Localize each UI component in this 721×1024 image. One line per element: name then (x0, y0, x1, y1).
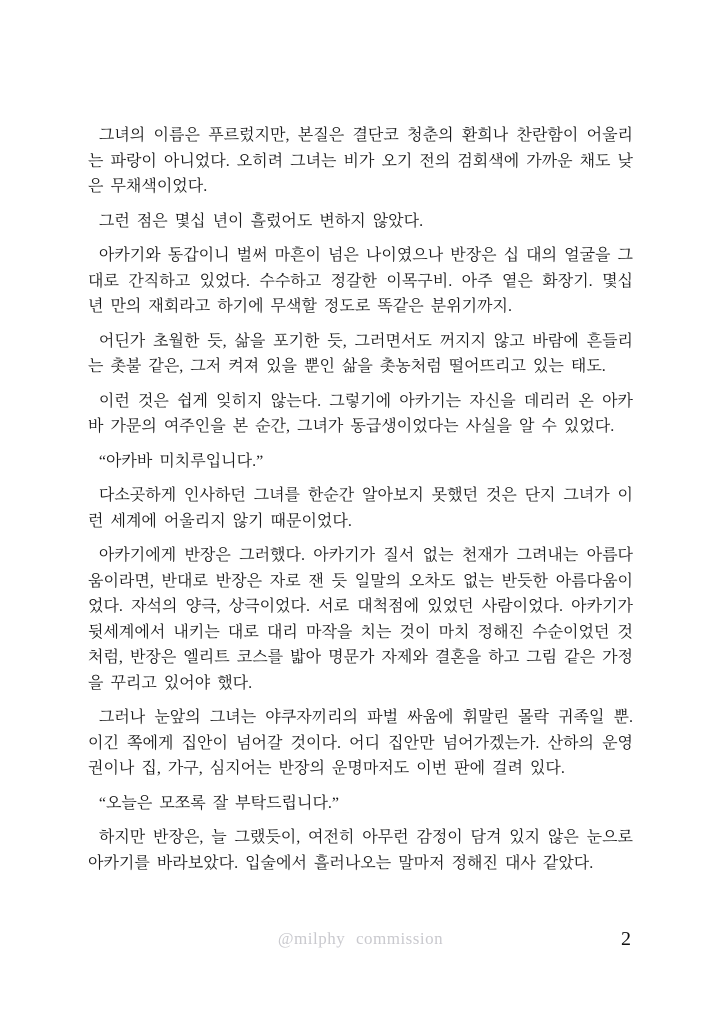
body-paragraph: 어딘가 초월한 듯, 삶을 포기한 듯, 그러면서도 꺼지지 않고 바람에 흔들리는 촛불 같은, 그저 켜져 있을 뿐인 삶을 촛농처럼 떨어뜨리고 있는 태도. (88, 332, 633, 375)
dialogue-paragraph: “오늘은 모쪼록 잘 부탁드립니다.” (98, 794, 340, 812)
body-paragraph: 그러나 눈앞의 그녀는 야쿠자끼리의 파벌 싸움에 휘말린 몰락 귀족일 뿐. 이긴 쪽에게 집안이 넘어갈 것이다. 어디 집안만 넘어가겠는가. 산하의 운영권이나 집, 가구, 심지어는 반장의 운명마저도 이번 판에 걸려 있다. (88, 709, 633, 777)
body-paragraph: 하지만 반장은, 늘 그랬듯이, 여전히 아무런 감정이 담겨 있지 않은 눈으로 아카기를 바라보았다. 입술에서 흘러나오는 말마저 정해진 대사 같았다. (88, 829, 633, 872)
page-body-text (88, 123, 633, 885)
body-paragraph: 아카기에게 반장은 그러했다. 아카기가 질서 없는 천재가 그려내는 아름다움이라면, 반대로 반장은 자로 잰 듯 일말의 오차도 없는 반듯한 아름다움이었다. 자석의 양극, 상극이었다. 서로 대척점에 있었던 사람이었다. 아카기가 뒷세계에서 내키는 대로 대리 마작을 치는 것이 마치 정해진 수순이었던 것처럼, 반장은 엘리트 코스를 밟아 명문가 자제와 결혼을 하고 그림 같은 가정을 꾸리고 있어야 했다. (88, 547, 633, 692)
body-paragraph: 그런 점은 몇십 년이 흘렀어도 변하지 않았다. (98, 212, 424, 230)
dialogue-paragraph: “아카바 미치루입니다.” (98, 452, 264, 470)
body-paragraph: 이런 것은 쉽게 잊히지 않는다. 그렇기에 아카기는 자신을 데리러 온 아카바 가문의 여주인을 본 순간, 그녀가 동급생이었다는 사실을 알 수 있었다. (88, 392, 633, 435)
body-paragraph: 아카기와 동갑이니 벌써 마흔이 넘은 나이였으나 반장은 십 대의 얼굴을 그대로 간직하고 있었다. 수수하고 정갈한 이목구비. 아주 옅은 화장기. 몇십 년 만의 재회라고 하기에 무색할 정도로 똑같은 분위기까지. (88, 247, 633, 315)
watermark-text: @milphy commission (277, 929, 444, 948)
body-paragraph: 그녀의 이름은 푸르렀지만, 본질은 결단코 청춘의 환희나 찬란함이 어울리는 파랑이 아니었다. 오히려 그녀는 비가 오기 전의 검회색에 가까운 채도 낮은 무채색이었다. (88, 127, 633, 195)
page-footer (88, 925, 633, 953)
page-number: 2 (621, 928, 631, 950)
body-paragraph: 다소곳하게 인사하던 그녀를 한순간 알아보지 못했던 것은 단지 그녀가 이런 세계에 어울리지 않기 때문이었다. (88, 487, 633, 530)
